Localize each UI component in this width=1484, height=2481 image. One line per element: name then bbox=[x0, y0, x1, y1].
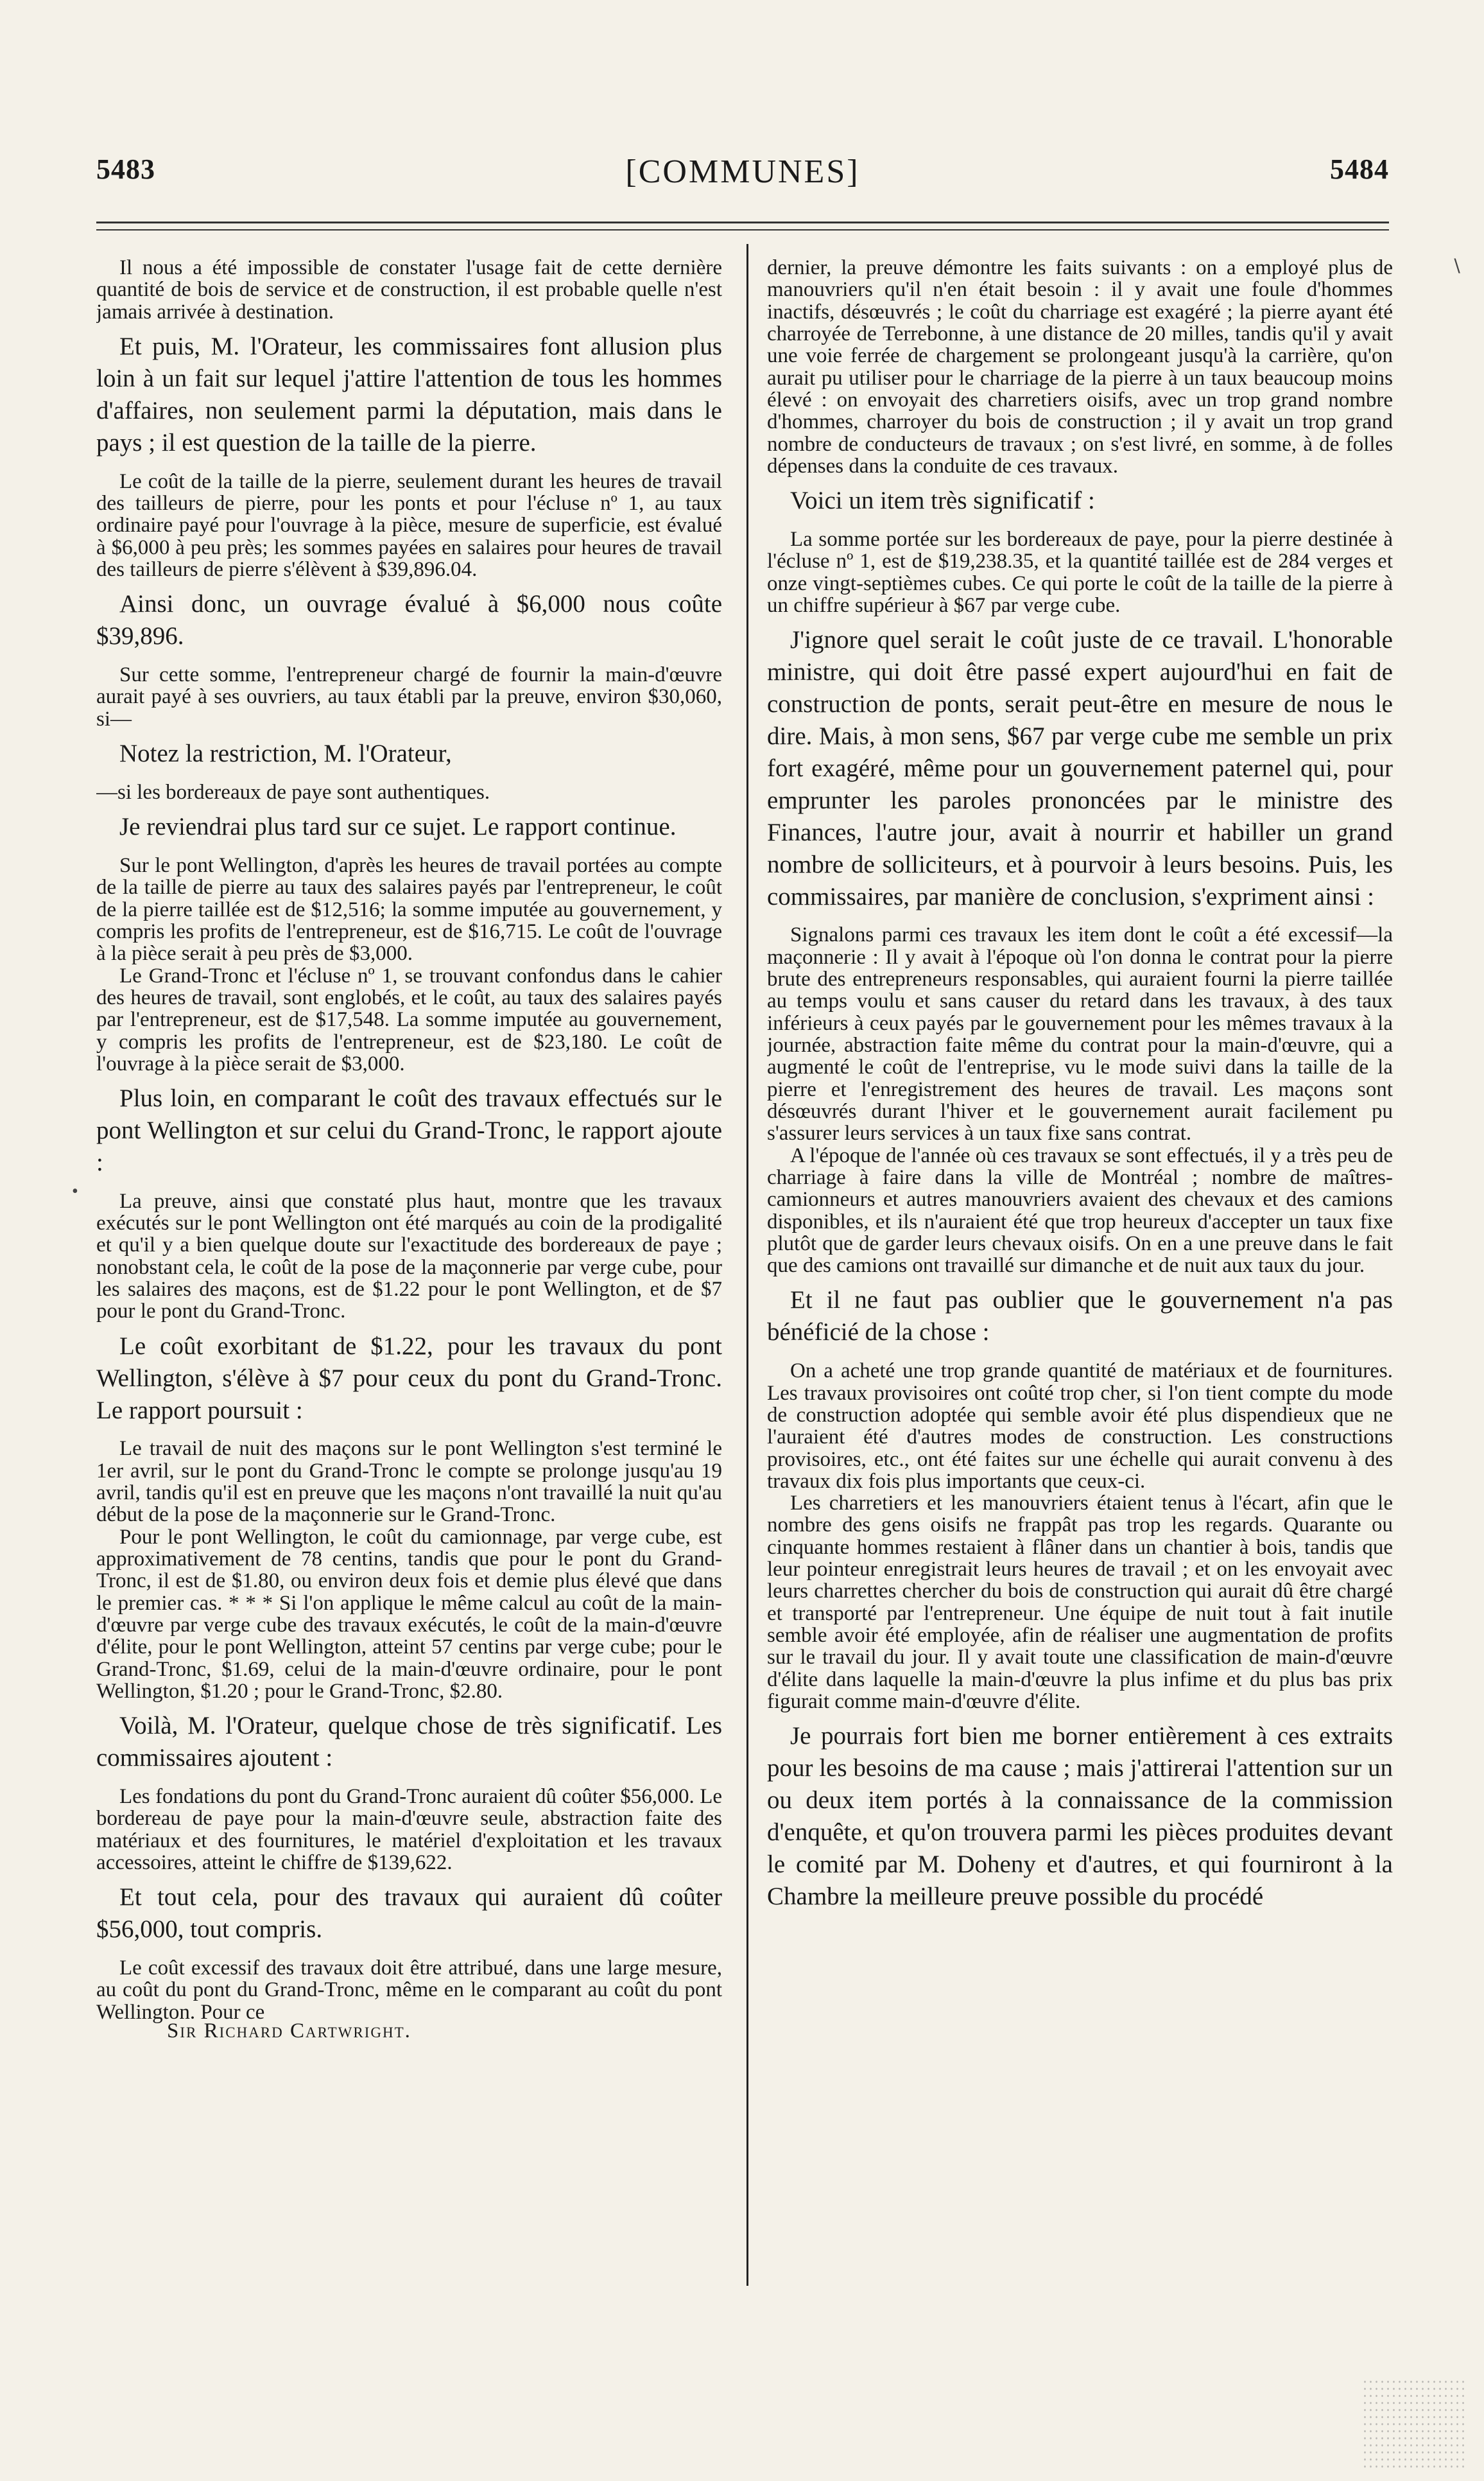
margin-mark: • bbox=[72, 1181, 78, 1201]
paragraph: Sur cette somme, l'entrepreneur chargé de fournir la main-d'œuvre aurait payé à ses ouvriers, au taux établi par la preuve, environ $30,060, si— bbox=[96, 663, 722, 731]
paragraph: Signalons parmi ces travaux les item dont le coût a été excessif—la maçonnerie : Il y avait à l'époque où l'on donna le contrat pour la pierre brute des entrepreneurs responsables, qui auraient fourni la pierre taillée au temps voulu et sans causer du retard dans les travaux, à des taux inférieurs à ceux payés par le gouvernement pour les mêmes travaux à la journée, abstraction faite même du contrat pour la main-d'œuvre, qui a augmenté le coût de l'entreprise, vu le mode suivi dans la taille de la pierre et l'enregistrement des heures de travail. Les maçons sont désœuvrés durant l'hiver et le gouvernement aurait facilement pu s'assurer leurs services à un taux fixe sans contrat. bbox=[767, 923, 1393, 1145]
paragraph: Je reviendrai plus tard sur ce sujet. Le rapport continue. bbox=[119, 813, 677, 841]
header-rule-thin bbox=[96, 229, 1389, 231]
paragraph: Le travail de nuit des maçons sur le pont Wellington s'est terminé le 1er avril, sur le pont du Grand-Tronc le compte se prolonge jusqu'au 19 avril, tandis qu'il est en preuve que les maçons n'ont travaillé la nuit qu'au début de la pose de la maçonnerie sur le Grand-Tronc. bbox=[96, 1437, 722, 1527]
running-title: [COMMUNES] bbox=[625, 153, 860, 190]
paragraph: Notez la restriction, M. l'Orateur, bbox=[119, 739, 452, 767]
paragraph: La preuve, ainsi que constaté plus haut, montre que les travaux exécutés sur le pont Wellington ont été marqués au coin de la prodigalité et qu'il y a bien quelque doute sur l'exactitude des bordereaux de paye ; nonobstant cela, le coût de la pose de la maçonnerie par verge cube, pour les salaires des maçons, est de $1.22 pour le pont Wellington, et de $7 pour le pont du Grand-Tronc. bbox=[96, 1189, 722, 1323]
paragraph: Les charretiers et les manouvriers étaient tenus à l'écart, afin que le nombre des gens oisifs ne frappât pas trop les regards. Quarante ou cinquante hommes restaient à flâner dans un chantier à bois, tandis que leur pointeur enregistrait leurs heures de travail ; et on les envoyait avec leurs charrettes chercher du bois de construction qui aurait dû être chargé et transporté par l'entrepreneur. Une équipe de nuit tout à fait inutile semble avoir été employée, afin de réaliser une augmentation de profits sur le travail du jour. Il y avait toute une classification de main-d'œuvre d'élite dans laquelle la main-d'œuvre la plus infime et du plus bas prix figurait comme main-d'œuvre d'élite. bbox=[767, 1492, 1393, 1713]
paragraph: Le coût de la taille de la pierre, seulement durant les heures de travail des tailleurs de pierre, pour les ponts et pour l'écluse nº 1, au taux ordinaire payé pour l'ouvrage à la pièce, mesure de superficie, est évalué à $6,000 à peu près; les sommes payées en salaires pour heures de travail des tailleurs de pierre s'élèvent à $39,896.04. bbox=[96, 469, 722, 581]
paragraph: Voici un item très significatif : bbox=[790, 487, 1095, 515]
speaker-signature: Sir Richard Cartwright. bbox=[167, 2019, 411, 2042]
paragraph: Pour le pont Wellington, le coût du camionnage, par verge cube, est approximativement de 78 centins, tandis que pour le pont du Grand-Tronc, il est de $1.80, ou environ deux fois et demie plus élevé que dans le premier cas. * * * Si l'on applique le même calcul au coût de la main-d'œuvre par verge cube des travaux exécutés, le coût de la main-d'œuvre d'élite, pour le pont Wellington, atteint 57 centins par verge cube; pour le Grand-Tronc, $1.69, celui de la main-d'œuvre ordinaire, pour le pont Wellington, $1.20 ; pour le Grand-Tronc, $2.80. bbox=[96, 1525, 722, 1703]
paragraph: Plus loin, en comparant le coût des travaux effectués sur le pont Wellington et sur celui du Grand-Tronc, le rapport ajoute : bbox=[96, 1084, 722, 1176]
page-number-right: 5484 bbox=[1330, 153, 1389, 185]
paragraph: On a acheté une trop grande quantité de matériaux et de fournitures. Les travaux provisoires ont coûté trop cher, si l'on tient compte du mode de construction adoptée qui semble avoir été plus dispendieux que ne l'auraient été d'autres modes de construction. Les constructions provisoires, etc., ont été faites sur une échelle qui aurait convenu à des travaux dix fois plus importants que ceux-ci. bbox=[767, 1359, 1393, 1493]
paragraph: J'ignore quel serait le coût juste de ce travail. L'honorable ministre, qui doit être passé expert aujourd'hui en fait de construction de ponts, serait peut-être en mesure de nous le dire. Mais, à mon sens, $67 par verge cube me semble un prix fort exagéré, même pour un gouvernement paternel qui, pour emprunter les paroles prononcées par le ministre des Finances, l'autre jour, avait à nourrir et habiller un grand nombre de solliciteurs, et à pourvoir à leurs besoins. Puis, les commissaires, par manière de conclusion, s'expriment ainsi : bbox=[767, 626, 1393, 910]
paragraph: Sur le pont Wellington, d'après les heures de travail portées au compte de la taille de pierre au taux des salaires payés par l'entrepreneur, le coût de la pierre taillée est de $12,516; la somme imputée au gouvernement, y compris les profits de l'entrepreneur, est de $16,715. Le coût de l'ouvrage à la pièce serait à peu près de $3,000. bbox=[96, 854, 722, 966]
page-number-left: 5483 bbox=[96, 153, 155, 185]
page-header bbox=[96, 153, 1389, 204]
paragraph: Le coût exorbitant de $1.22, pour les travaux du pont Wellington, s'élève à $7 pour ceux du pont du Grand-Tronc. Le rapport poursuit : bbox=[96, 1332, 722, 1424]
paper-speckle bbox=[1362, 2378, 1465, 2468]
paragraph: Et tout cela, pour des travaux qui auraient dû coûter $56,000, tout compris. bbox=[96, 1883, 722, 1944]
paragraph: Voilà, M. l'Orateur, quelque chose de très significatif. Les commissaires ajoutent : bbox=[96, 1712, 722, 1772]
paragraph: dernier, la preuve démontre les faits suivants : on a employé plus de manouvriers qu'il n'en était besoin : il y avait une foule d'hommes inactifs, désœuvrés ; le coût du charriage est exagéré ; la pierre ayant été charroyée de Terrebonne, à une distance de 20 milles, tandis qu'il y avait une voie ferrée de chargement se prolongeant jusqu'à la carrière, qu'on aurait pu utiliser pour le charriage de la pierre à un taux beaucoup moins élevé : on envoyait des charretiers oisifs, avec un trop grand nombre d'hommes, charroyer du bois de construction ; il y avait un trop grand nombre de conducteurs de travaux ; on s'est livré, en somme, à de folles dépenses dans la conduite de ces travaux. bbox=[767, 257, 1393, 478]
header-rule bbox=[96, 222, 1389, 223]
paragraph: Ainsi donc, un ouvrage évalué à $6,000 nous coûte $39,896. bbox=[96, 590, 722, 650]
paragraph: Et puis, M. l'Orateur, les commissaires font allusion plus loin à un fait sur lequel j'attire l'attention de tous les hommes d'affaires, non seulement parmi la députation, mais dans le pays ; il est question de la taille de la pierre. bbox=[96, 332, 722, 457]
paragraph: A l'époque de l'année où ces travaux se sont effectués, il y a très peu de charriage à faire dans la ville de Montréal ; nombre de maîtres-camionneurs et autres manouvriers avaient des chevaux et des camions disponibles, et ils n'auraient été que trop heureux d'accepter un taux fixe plutôt que de garder leurs chevaux oisifs. On en a une preuve dans le fait que des camions ont travaillé sur dimanche et de nuit aux taux du jour. bbox=[767, 1144, 1393, 1278]
paragraph: Les fondations du pont du Grand-Tronc auraient dû coûter $56,000. Le bordereau de paye pour la main-d'œuvre seule, abstraction faite des matériaux et des fournitures, le matériel d'exploitation et les travaux accessoires, atteint le chiffre de $139,622. bbox=[96, 1785, 722, 1874]
margin-mark: ∖ bbox=[1451, 257, 1462, 277]
right-column bbox=[767, 257, 1393, 2311]
paragraph: —si les bordereaux de paye sont authentiques. bbox=[96, 780, 490, 804]
column-divider bbox=[746, 244, 748, 2286]
paragraph: La somme portée sur les bordereaux de paye, pour la pierre destinée à l'écluse nº 1, est de $19,238.35, et la quantité taillée est de 284 verges et onze vingt-septièmes cubes. Ce qui porte le coût de la taille de la pierre à un chiffre supérieur à $67 par verge cube. bbox=[767, 528, 1393, 617]
paragraph: Et il ne faut pas oublier que le gouvernement n'a pas bénéficié de la chose : bbox=[767, 1286, 1393, 1346]
paragraph: Le coût excessif des travaux doit être attribué, dans une large mesure, au coût du pont du Grand-Tronc, même en le comparant au coût du pont Wellington. Pour ce bbox=[96, 1956, 722, 2024]
left-column bbox=[96, 257, 722, 2311]
paragraph: Il nous a été impossible de constater l'usage fait de cette dernière quantité de bois de service et de construction, il est probable quelle n'est jamais arrivée à destination. bbox=[96, 257, 722, 324]
paragraph: Je pourrais fort bien me borner entièrement à ces extraits pour les besoins de ma cause ; mais j'attirerai l'attention sur un ou deux item portés à la connaissance de la commission d'enquête, et qu'on trouvera parmi les pièces produites devant le comité par M. Doheny et d'autres, et qui fourniront à la Chambre la meilleure preuve possible du procédé bbox=[767, 1722, 1393, 1910]
paragraph: Le Grand-Tronc et l'écluse nº 1, se trouvant confondus dans le cahier des heures de travail, sont englobés, et le coût, au taux des salaires payés par l'entrepreneur, est de $17,548. La somme imputée au gouvernement, y compris les profits de l'entrepreneur, est de $23,180. Le coût de l'ouvrage à la pièce serait de $3,000. bbox=[96, 964, 722, 1075]
